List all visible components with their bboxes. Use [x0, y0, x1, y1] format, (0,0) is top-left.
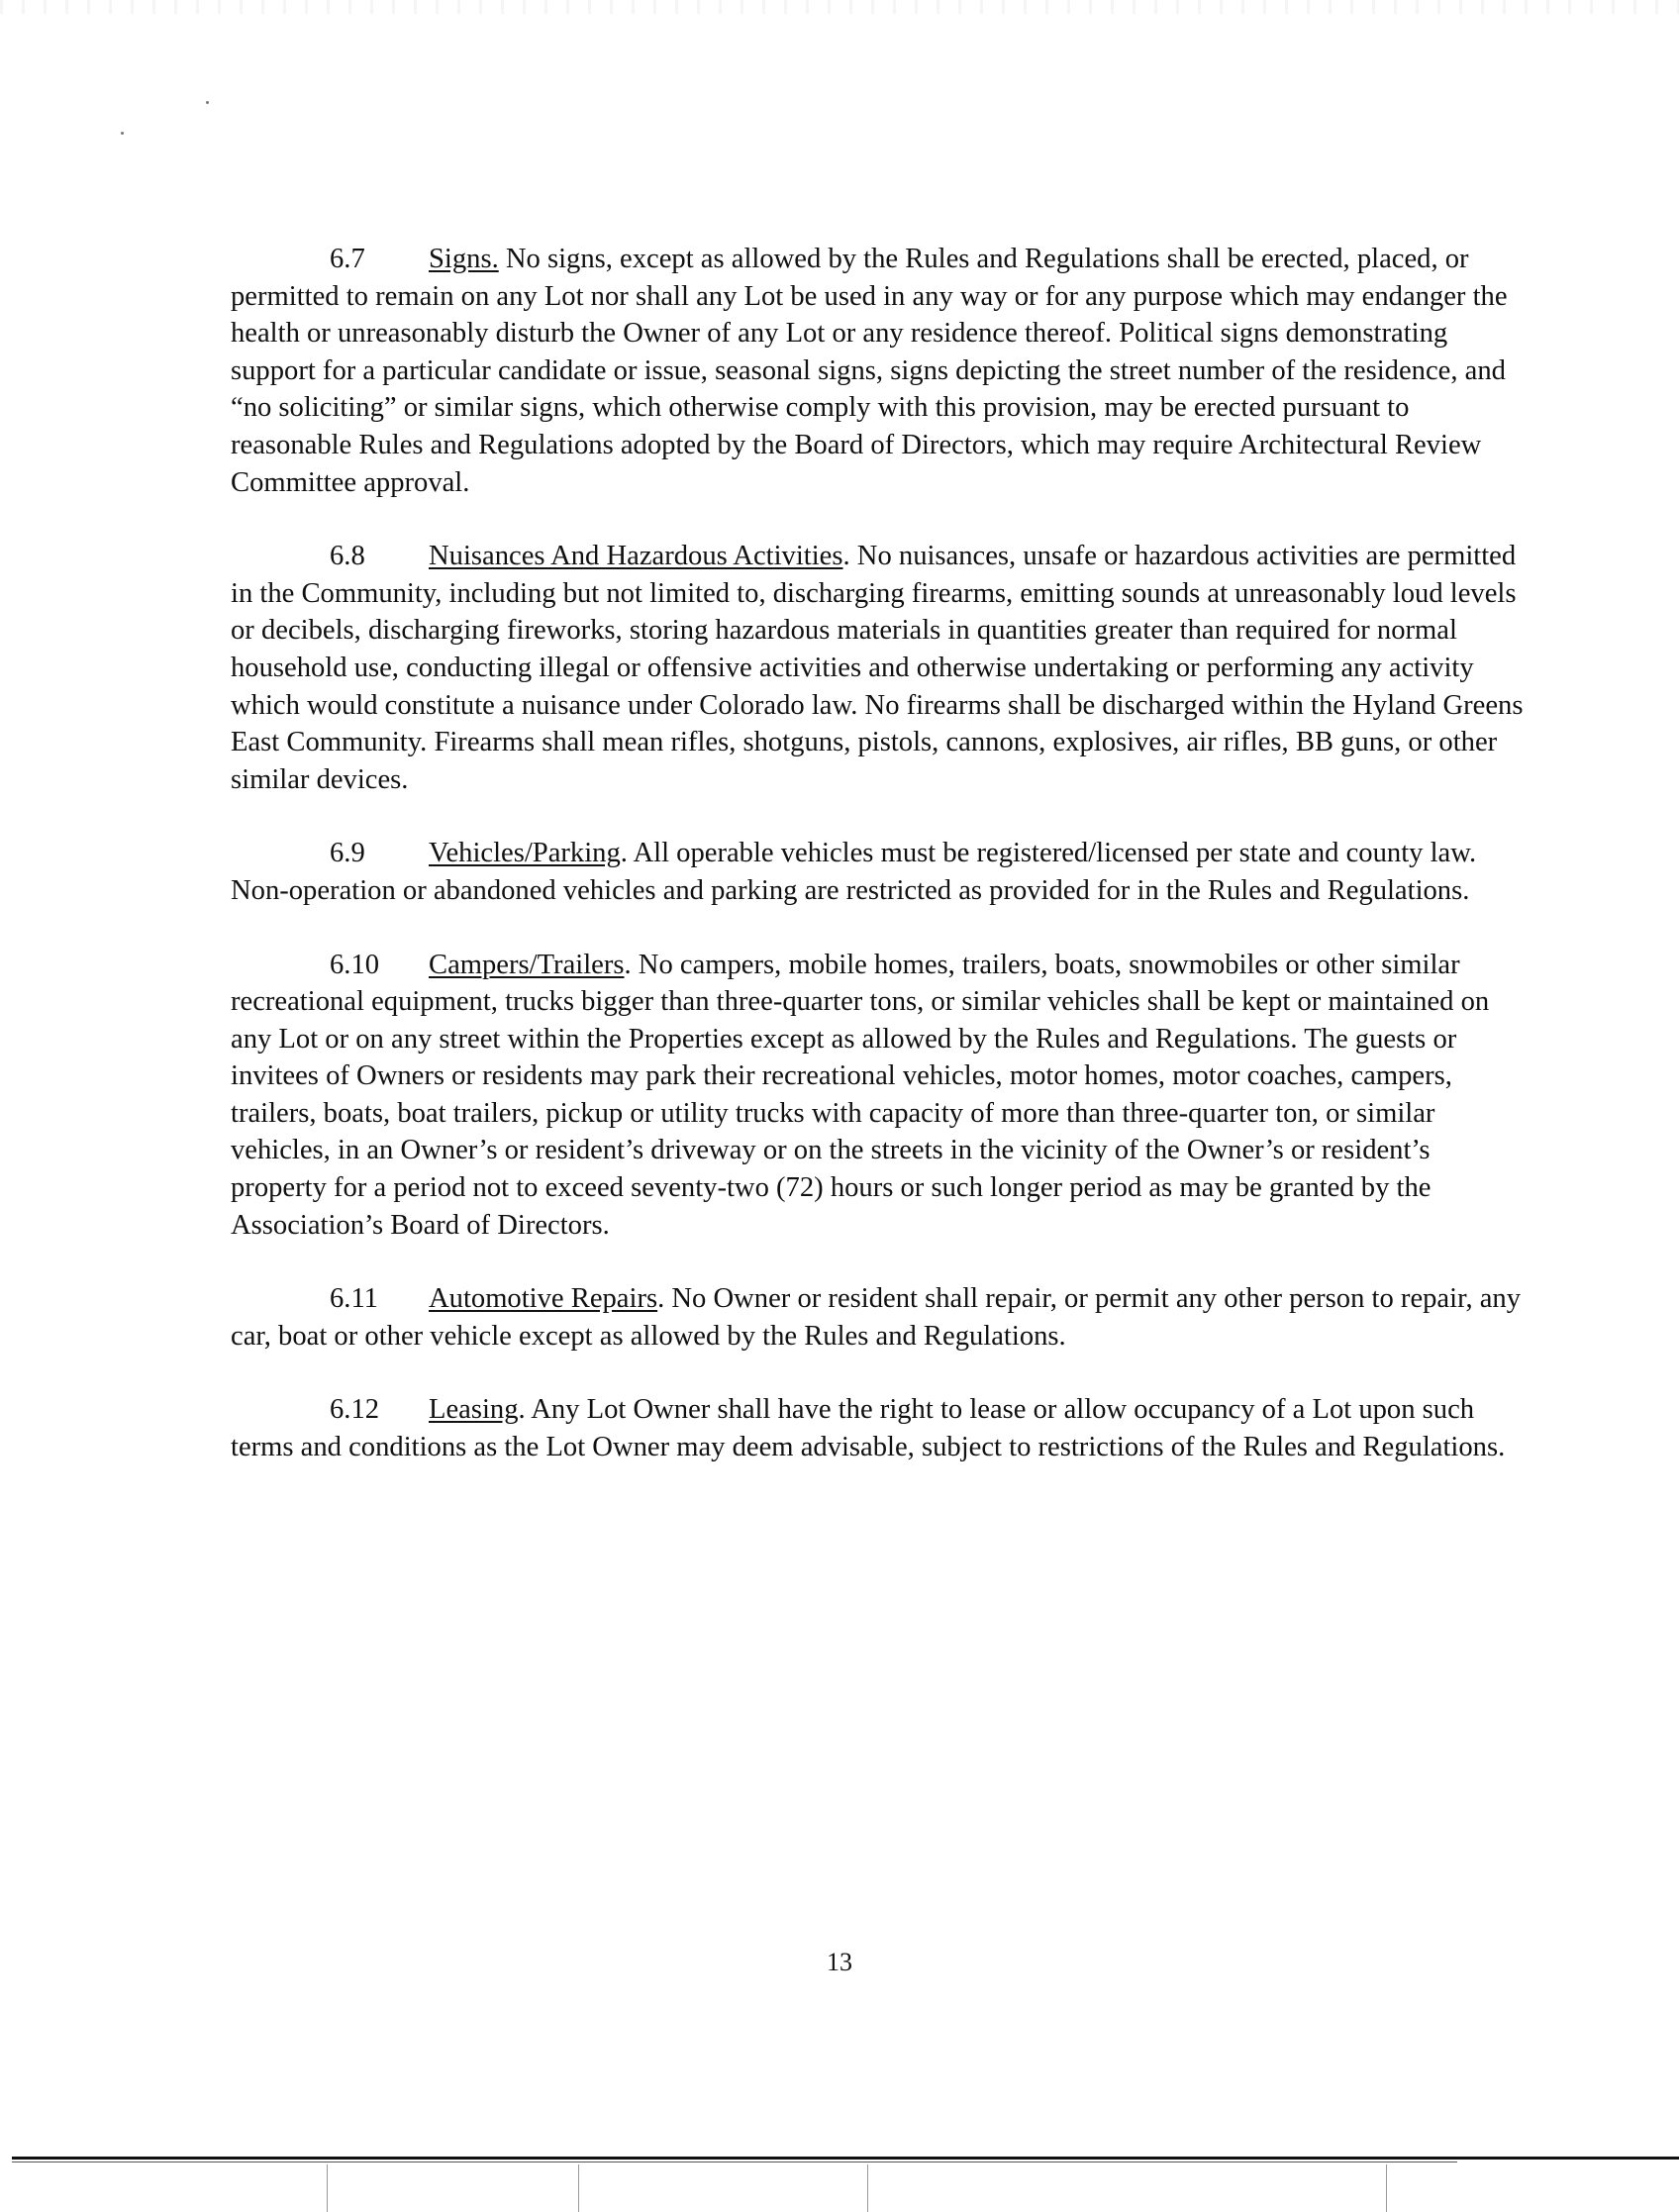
section-heading: Automotive Repairs: [429, 1283, 658, 1315]
scan-artifact-top: [0, 0, 1679, 14]
document-body: [231, 241, 1528, 1466]
scan-artifact-tick: [327, 2164, 328, 2212]
scan-artifact-tick: [1386, 2164, 1387, 2212]
scan-artifact-tick: [578, 2164, 579, 2212]
section-text: . Any Lot Owner shall have the right to lease or allow occupancy of a Lot upon such terms and conditions as the Lot Owner may deem advisable, subject to restrictions of the Rules and Regulations.: [231, 1394, 1506, 1463]
section-number: 6.7: [330, 244, 365, 274]
section-heading: Vehicles/Parking: [429, 838, 621, 869]
section-text: . No nuisances, unsafe or hazardous activities are permitted in the Community, including but not limited to, discharging firearms, emitting sounds at unreasonably loud levels or decibels, discharging fireworks, storing hazardous materials in quantities greater than required for normal household use, conducting illegal or offensive activities and otherwise undertaking or performing any activity which would constitute a nuisance under Colorado law. No firearms shall be discharged within the Hyland Greens East Community. Firearms shall mean rifles, shotguns, pistols, cannons, explosives, air rifles, BB guns, or other similar devices.: [231, 541, 1524, 795]
scan-speck: [121, 132, 124, 135]
section-heading: Nuisances And Hazardous Activities: [429, 541, 843, 572]
scan-artifact-tick: [867, 2164, 868, 2212]
section-heading: Signs.: [429, 244, 499, 274]
section-6-11: [231, 1280, 1528, 1355]
section-6-9: [231, 835, 1528, 909]
section-6-8: [231, 538, 1528, 798]
section-6-10: [231, 947, 1528, 1245]
section-number: 6.10: [330, 949, 380, 980]
section-number: 6.12: [330, 1394, 380, 1426]
section-number: 6.9: [330, 838, 365, 869]
section-heading: Campers/Trailers: [429, 949, 625, 980]
scan-artifact-bottom-rule: [12, 2157, 1679, 2160]
section-text: . No Owner or resident shall repair, or permit any other person to repair, any car, boat or other vehicle except as allowed by the Rules and Regulations.: [231, 1283, 1522, 1352]
page-number: 13: [827, 1948, 852, 1976]
section-text: . No campers, mobile homes, trailers, boats, snowmobiles or other similar recreational equipment, trucks bigger than three-quarter tons, or similar vehicles shall be kept or maintained on any Lot or on any street within the Properties except as allowed by the Rules and Regulations. The guests or invitees of Owners or residents may park their recreational vehicles, motor homes, motor coaches, campers, trailers, boats, boat trailers, pickup or utility trucks with capacity of more than three-quarter ton, or similar vehicles, in an Owner’s or resident’s driveway or on the streets in the vicinity of the Owner’s or resident’s property for a period not to exceed seventy-two (72) hours or such longer period as may be granted by the Association’s Board of Directors.: [231, 949, 1490, 1241]
scan-speck: [206, 101, 209, 104]
section-heading: Leasing: [429, 1394, 519, 1426]
section-number: 6.8: [330, 541, 365, 572]
section-text: No signs, except as allowed by the Rules and Regulations shall be erected, placed, or permitted to remain on any Lot nor shall any Lot be used in any way or for any purpose which may endanger the health or unreasonably disturb the Owner of any Lot or any residence thereof. Political signs demonstrating support for a particular candidate or issue, seasonal signs, signs depicting the street number of the residence, and “no soliciting” or similar signs, which otherwise comply with this provision, may be erected pursuant to reasonable Rules and Regulations adopted by the Board of Directors, which may require Architectural Review Committee approval.: [231, 244, 1508, 498]
section-6-12: [231, 1391, 1528, 1465]
section-text: . All operable vehicles must be registered/licensed per state and county law. Non-operation or abandoned vehicles and parking are restricted as provided for in the Rules and Regulations.: [231, 838, 1477, 906]
section-number: 6.11: [330, 1283, 378, 1315]
section-6-7: [231, 241, 1528, 501]
